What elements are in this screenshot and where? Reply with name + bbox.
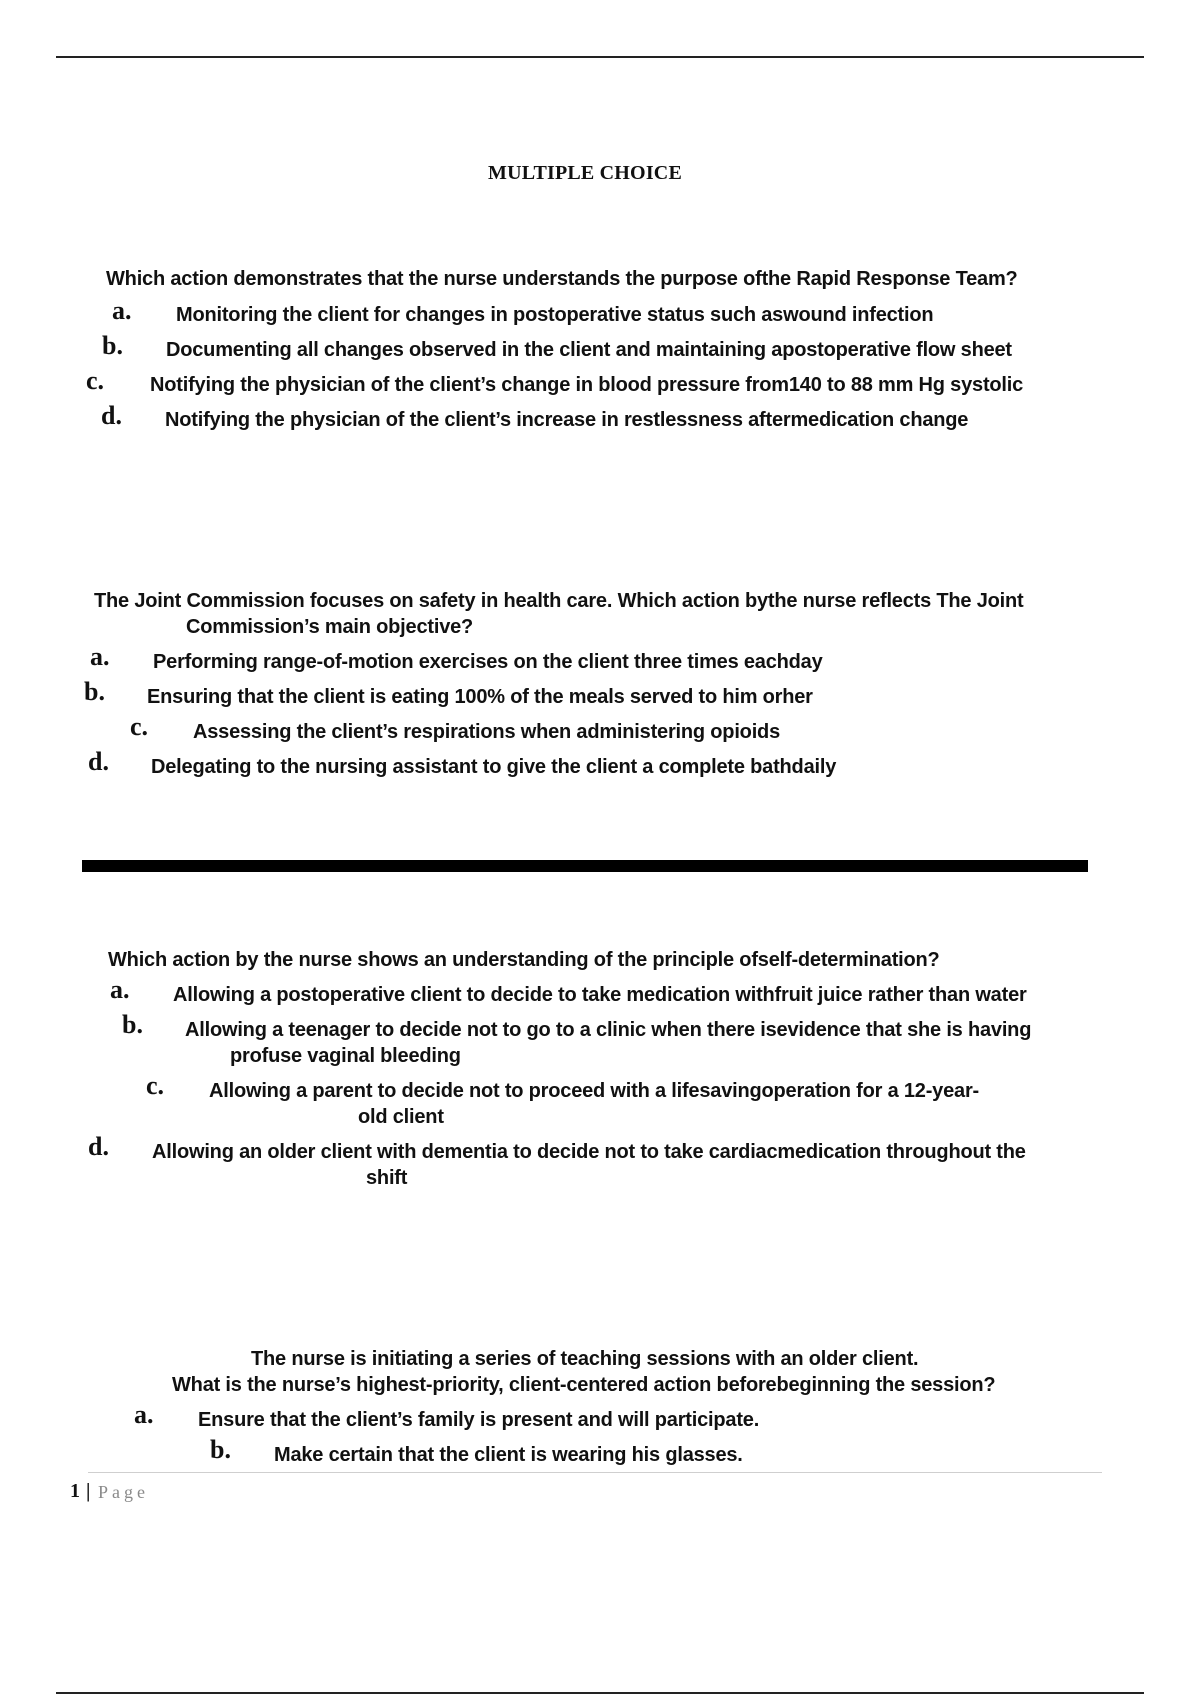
q2-option-c-text: Assessing the client’s respirations when administering opioids: [193, 721, 780, 743]
q2-option-c-letter: c.: [130, 712, 149, 741]
q1-option-a-text: Monitoring the client for changes in postoperative status such aswound infection: [176, 304, 934, 326]
question-2-stem: The Joint Commission focuses on safety in health care. Which action bythe nurse reflects The Joint: [94, 590, 1024, 612]
q1-option-c-text: Notifying the physician of the client’s change in blood pressure from140 to 88 mm Hg systolic: [150, 374, 1024, 396]
q3-option-a-text: Allowing a postoperative client to decide to take medication withfruit juice rather than water: [173, 984, 1027, 1006]
q1-option-b-letter: b.: [102, 331, 123, 360]
top-rule: [56, 56, 1144, 58]
footer-rule: [88, 1472, 1102, 1473]
q3-option-b-letter: b.: [122, 1010, 143, 1039]
page-separator: |: [86, 1480, 91, 1502]
q1-option-d-letter: d.: [101, 401, 122, 430]
q3-option-c-letter: c.: [146, 1071, 165, 1100]
question-3-stem: Which action by the nurse shows an understanding of the principle ofself-determination?: [108, 949, 940, 971]
question-4-stem-continued: What is the nurse’s highest-priority, client-centered action beforebeginning the session?: [172, 1374, 996, 1396]
q2-option-d-letter: d.: [88, 747, 109, 776]
page-heading: MULTIPLE CHOICE: [488, 162, 682, 184]
page-label: Page: [98, 1482, 149, 1502]
q3-option-d-continued: shift: [366, 1167, 408, 1189]
q4-option-b-text: Make certain that the client is wearing his glasses.: [274, 1444, 743, 1466]
q3-option-c-text: Allowing a parent to decide not to proceed with a lifesavingoperation for a 12-year-: [209, 1080, 979, 1102]
q2-option-a-text: Performing range-of-motion exercises on the client three times eachday: [153, 651, 823, 673]
q2-option-a-letter: a.: [90, 642, 110, 671]
question-1-stem: Which action demonstrates that the nurse understands the purpose ofthe Rapid Response Team?: [106, 268, 1018, 290]
page-number: 1: [70, 1480, 80, 1502]
q4-option-a-text: Ensure that the client’s family is present and will participate.: [198, 1409, 760, 1431]
q3-option-d-letter: d.: [88, 1132, 109, 1161]
q3-option-d-text: Allowing an older client with dementia to decide not to take cardiacmedication throughout the: [152, 1141, 1026, 1163]
q3-option-b-text: Allowing a teenager to decide not to go to a clinic when there isevidence that she is having: [185, 1019, 1032, 1041]
q2-option-d-text: Delegating to the nursing assistant to give the client a complete bathdaily: [151, 756, 837, 778]
q1-option-b-text: Documenting all changes observed in the client and maintaining apostoperative flow sheet: [166, 339, 1012, 361]
q3-option-b-continued: profuse vaginal bleeding: [230, 1045, 461, 1067]
question-2-stem-continued: Commission’s main objective?: [186, 616, 474, 638]
q3-option-a-letter: a.: [110, 975, 130, 1004]
question-4-stem: The nurse is initiating a series of teaching sessions with an older client.: [251, 1348, 919, 1370]
q3-option-c-continued: old client: [358, 1106, 444, 1128]
q1-option-c-letter: c.: [86, 366, 105, 395]
bottom-rule: [56, 1692, 1144, 1694]
section-divider: [82, 860, 1088, 872]
q2-option-b-text: Ensuring that the client is eating 100% of the meals served to him orher: [147, 686, 813, 708]
q1-option-a-letter: a.: [112, 296, 132, 325]
q4-option-b-letter: b.: [210, 1435, 231, 1464]
q4-option-a-letter: a.: [134, 1400, 154, 1429]
q1-option-d-text: Notifying the physician of the client’s increase in restlessness aftermedication change: [165, 409, 969, 431]
q2-option-b-letter: b.: [84, 677, 105, 706]
